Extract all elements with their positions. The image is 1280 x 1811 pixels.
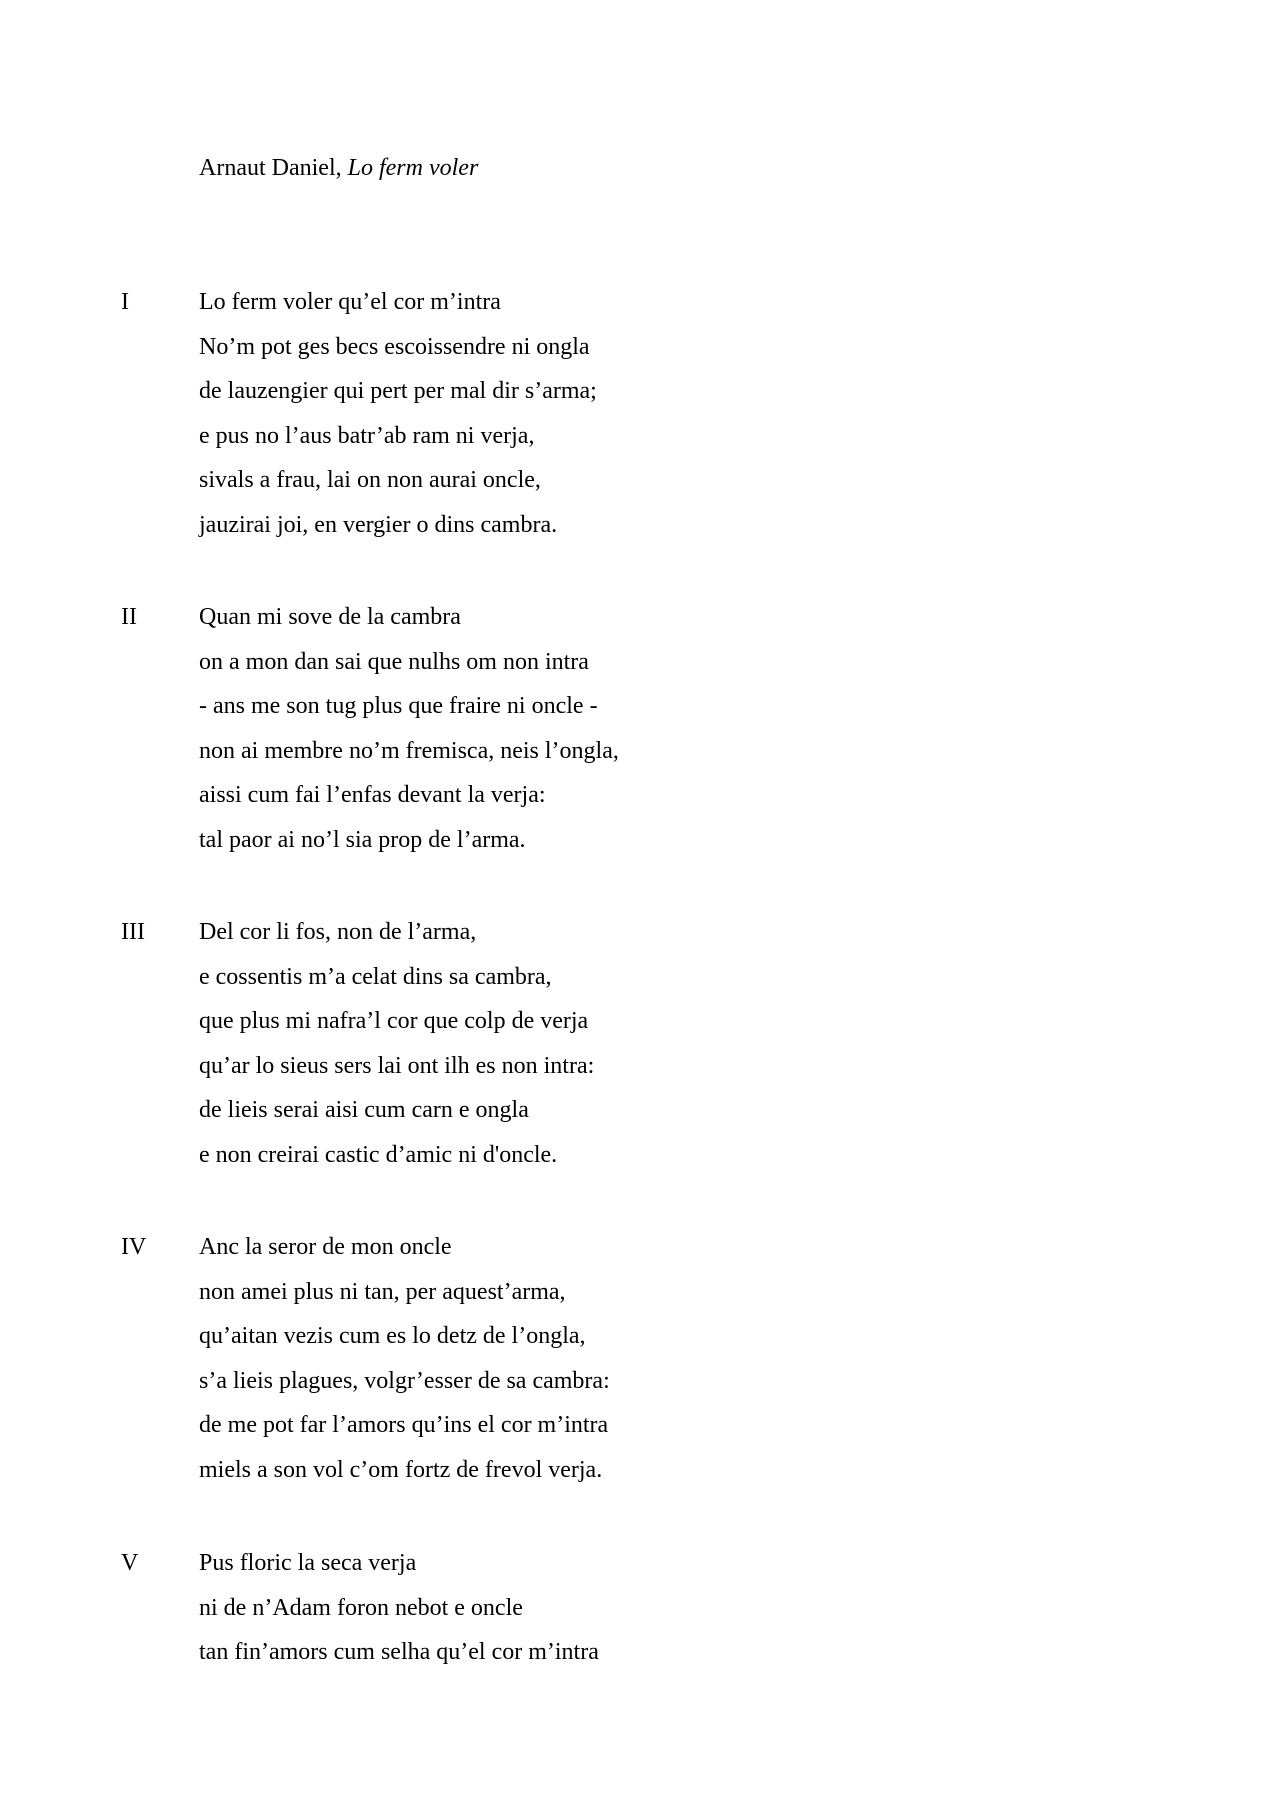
verse-line: miels a son vol c’om fortz de frevol verja.: [199, 1456, 603, 1483]
verse-line: non amei plus ni tan, per aquest’arma,: [199, 1278, 566, 1305]
stanza-number: III: [121, 919, 145, 945]
stanza-number: I: [121, 289, 129, 315]
stanza-number: IV: [121, 1234, 147, 1260]
verse-line: e pus no l’aus batr’ab ram ni verja,: [199, 422, 535, 449]
verse-line: e non creirai castic d’amic ni d'oncle.: [199, 1141, 558, 1168]
verse-line: tal paor ai no’l sia prop de l’arma.: [199, 826, 526, 853]
verse-line: qu’aitan vezis cum es lo detz de l’ongla,: [199, 1323, 586, 1349]
verse-line: sivals a frau, lai on non aurai oncle,: [199, 467, 541, 493]
verse-line: non ai membre no’m fremisca, neis l’ongla,: [199, 737, 619, 764]
author-name: Arnaut Daniel,: [199, 155, 342, 181]
verse-line: on a mon dan sai que nulhs om non intra: [199, 648, 589, 675]
verse-line: e cossentis m’a celat dins sa cambra,: [199, 963, 552, 990]
verse-line: Del cor li fos, non de l’arma,: [199, 919, 477, 945]
stanza-number: II: [121, 604, 137, 630]
verse-line: de me pot far l’amors qu’ins el cor m’intra: [199, 1412, 609, 1438]
poem-title: [199, 152, 478, 184]
verse-line: Lo ferm voler qu’el cor m’intra: [199, 289, 501, 315]
verse-line: Quan mi sove de la cambra: [199, 604, 461, 630]
verse-line: de lauzengier qui pert per mal dir s’arma;: [199, 378, 597, 404]
verse-line: qu’ar lo sieus sers lai ont ilh es non intra:: [199, 1052, 595, 1079]
verse-line: Anc la seror de mon oncle: [199, 1234, 452, 1260]
verse-line: tan fin’amors cum selha qu’el cor m’intra: [199, 1639, 599, 1665]
verse-line: No’m pot ges becs escoissendre ni ongla: [199, 333, 590, 360]
verse-line: - ans me son tug plus que fraire ni oncle -: [199, 693, 598, 719]
verse-line: ni de n’Adam foron nebot e oncle: [199, 1594, 523, 1621]
verse-line: que plus mi nafra’l cor que colp de verja: [199, 1008, 589, 1034]
verse-line: Pus floric la seca verja: [199, 1550, 417, 1576]
verse-line: s’a lieis plagues, volgr’esser de sa cambra:: [199, 1367, 610, 1394]
verse-line: aissi cum fai l’enfas devant la verja:: [199, 782, 546, 808]
verse-line: jauzirai joi, en vergier o dins cambra.: [199, 511, 558, 538]
work-title: Lo ferm voler: [347, 155, 479, 181]
verse-line: de lieis serai aisi cum carn e ongla: [199, 1097, 529, 1123]
stanza-number: V: [121, 1550, 139, 1576]
